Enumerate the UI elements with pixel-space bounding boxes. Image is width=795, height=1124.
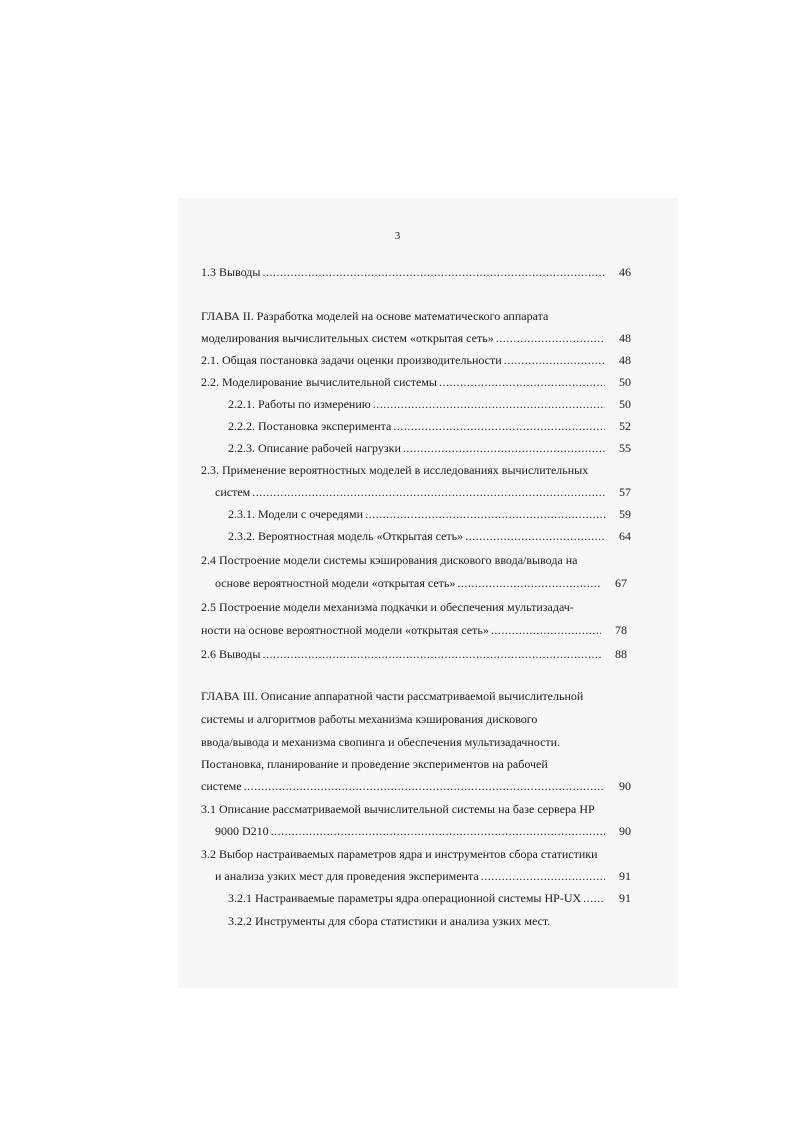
toc-page-number: 64: [619, 529, 631, 543]
toc-entry-2-5-line-1: 2.5 Построение модели механизма подкачки и обеспечения мультизадач-: [201, 600, 574, 614]
toc-entry-text: систем: [215, 485, 251, 499]
toc-entry-3-1-line-2: [215, 824, 631, 838]
leader-dots: [481, 869, 605, 883]
chapter-3-title-line-4: Постановка, планирование и проведение экспериментов на рабочей: [201, 757, 548, 771]
toc-page-number: 46: [619, 265, 631, 279]
toc-entry-text: 9000 D210: [215, 824, 269, 838]
toc-entry-2-3-line-1: 2.3. Применение вероятностных моделей в исследованиях вычислительных: [201, 463, 589, 477]
toc-page-number: 48: [619, 353, 631, 367]
toc-entry-text: 2.3.2. Вероятностная модель «Открытая сеть»: [228, 529, 464, 543]
toc-page-number: 50: [619, 397, 631, 411]
toc-entry-text: 3.2.1 Настраиваемые параметры ядра операционной системы HP-UX: [228, 891, 582, 905]
chapter-2-title-line-1: ГЛАВА II. Разработка моделей на основе математического аппарата: [201, 309, 549, 323]
toc-entry-text: 2.2. Моделирование вычислительной системы: [201, 375, 437, 389]
toc-entry-3-2-2: 3.2.2 Инструменты для сбора статистики и анализа узких мест.: [228, 914, 551, 928]
toc-page-number: 91: [619, 891, 631, 905]
leader-dots: [262, 265, 605, 279]
leader-dots: [496, 331, 605, 345]
toc-entry-text: и анализа узких мест для проведения эксперимента: [215, 869, 479, 883]
toc-entry-2-2-3: [228, 441, 631, 455]
toc-entry-3-2-1: [228, 891, 631, 905]
toc-page-number: 91: [619, 869, 631, 883]
toc-entry-2-2-1: [228, 397, 631, 411]
toc-entry-text: 1.3 Выводы: [201, 265, 261, 279]
toc-page-number: 48: [619, 331, 631, 345]
leader-dots: [465, 529, 605, 543]
toc-entry-text: 2.2.3. Описание рабочей нагрузки: [228, 441, 401, 455]
leader-dots: [393, 419, 605, 433]
chapter-3-title-line-2: системы и алгоритмов работы механизма кэширования дискового: [201, 712, 538, 726]
leader-dots: [439, 375, 605, 389]
toc-entry-text: 2.2.2. Постановка эксперимента: [228, 419, 392, 433]
toc-page-number: 52: [619, 419, 631, 433]
toc-entry-3-2-line-2: [215, 869, 631, 883]
toc-page-number: 59: [619, 507, 631, 521]
toc-page-number: 55: [619, 441, 631, 455]
leader-dots: [491, 623, 601, 637]
page-number: 3: [394, 230, 401, 242]
leader-dots: [583, 891, 605, 905]
toc-entry-3-1-line-1: 3.1 Описание рассматриваемой вычислительной системы на базе сервера HP: [201, 802, 595, 816]
leader-dots: [373, 397, 605, 411]
leader-dots: [457, 576, 601, 590]
toc-entry-2-4-line-2: [215, 576, 627, 590]
toc-page-number: 88: [615, 647, 627, 661]
toc-page-number: 78: [615, 623, 627, 637]
toc-entry-text: 2.1. Общая постановка задачи оценки производительности: [201, 353, 502, 367]
chapter-2-title-line-2: [201, 331, 631, 345]
leader-dots: [403, 441, 605, 455]
toc-page-number: 50: [619, 375, 631, 389]
toc-entry-2-2: [201, 375, 631, 389]
toc-entry-2-3-2: [228, 529, 631, 543]
toc-entry-2-5-line-2: [201, 623, 627, 637]
toc-entry-3-2-line-1: 3.2 Выбор настраиваемых параметров ядра и инструментов сбора статистики: [201, 847, 598, 861]
leader-dots: [262, 647, 601, 661]
leader-dots: [252, 485, 605, 499]
toc-entry-text: системе: [201, 779, 242, 793]
toc-entry-2-2-2: [228, 419, 631, 433]
leader-dots: [504, 353, 605, 367]
toc-entry-text: основе вероятностной модели «открытая сеть»: [215, 576, 456, 590]
toc-entry-text: 2.6 Выводы: [201, 647, 261, 661]
toc-entry-1-3: [201, 265, 631, 279]
toc-page-number: 90: [619, 824, 631, 838]
toc-entry-2-3-1: [228, 507, 631, 521]
toc-entry-2-1: [201, 353, 631, 367]
toc-entry-2-6: [201, 647, 627, 661]
toc-page-number: 57: [619, 485, 631, 499]
toc-entry-text: моделирования вычислительных систем «открытая сеть»: [201, 331, 494, 345]
leader-dots: [365, 507, 605, 521]
toc-entry-2-4-line-1: 2.4 Построение модели системы кэширования дискового ввода/вывода на: [201, 553, 578, 567]
chapter-3-title-line-3: ввода/вывода и механизма свопинга и обеспечения мультизадачности.: [201, 735, 561, 749]
toc-entry-text: 2.2.1. Работы по измерению: [228, 397, 371, 411]
leader-dots: [271, 824, 605, 838]
toc-page-number: 90: [619, 779, 631, 793]
toc-entry-2-3-line-2: [215, 485, 631, 499]
toc-page-number: 67: [615, 576, 627, 590]
toc-entry-text: 2.3.1. Модели с очередями: [228, 507, 364, 521]
chapter-3-title-line-5: [201, 779, 631, 793]
chapter-3-title-line-1: ГЛАВА III. Описание аппаратной части рассматриваемой вычислительной: [201, 689, 584, 703]
toc-entry-text: ности на основе вероятностной модели «открытая сеть»: [201, 623, 489, 637]
leader-dots: [244, 779, 605, 793]
